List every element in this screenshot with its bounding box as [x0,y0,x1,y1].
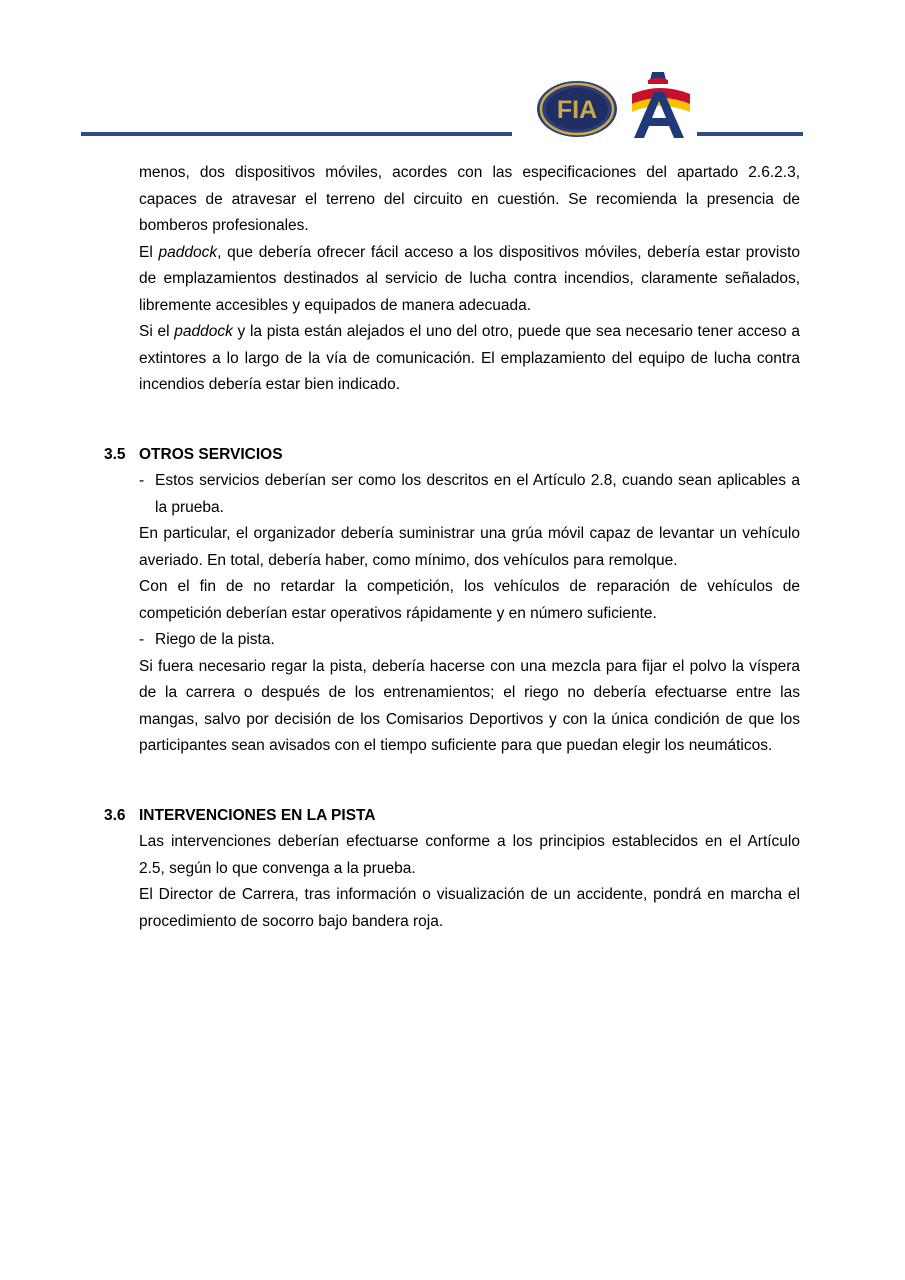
text-run: Si el [139,323,175,340]
paragraph-intro-1: menos, dos dispositivos móviles, acordes con las especificaciones del apartado 2.6.2.3, capaces de atravesar el terreno del circuito en cuestión. Se recomienda la presencia de bomberos profesionales. [139,164,800,234]
bullet-text: Estos servicios deberían ser como los descritos en el Artículo 2.8, cuando sean aplicables a la prueba. [155,472,800,516]
paragraph: El Director de Carrera, tras información o visualización de un accidente, pondrá en marcha el procedimiento de socorro bajo bandera roja. [139,886,800,930]
bullet-text: Riego de la pista. [155,631,275,648]
section-heading-3-6 [104,803,800,830]
section-number: 3.6 [104,806,126,824]
svg-text:FIA: FIA [556,96,598,124]
header-rule-left [81,132,512,136]
emphasis-paddock: paddock [174,323,233,340]
fia-logo-icon [536,80,618,138]
bullet-item [139,468,800,521]
section-heading-3-5 [104,442,800,469]
document-body [0,160,905,935]
emphasis-paddock: paddock [158,243,218,261]
text-run: y la pista están alejados el uno del otro, puede que sea necesario tener acceso a extintores a lo largo de la vía de comunicación. El emplazamiento del equipo de lucha contra incendios debería estar bien indicado. [139,323,800,393]
paragraph: Las intervenciones deberían efectuarse conforme a los principios establecidos en el Artículo 2.5, según lo que convenga a la prueba. [139,833,800,877]
rfeda-logo-icon [626,70,692,140]
paragraph-intro-3 [139,319,800,399]
paragraph: Si fuera necesario regar la pista, debería hacerse con una mezcla para fijar el polvo la víspera de la carrera o después de los entrenamientos; el riego no debería efectuarse entre las mangas, salvo por decisión de los Comisarios Deportivos y con la única condición de que los participantes sean avisados con el tiempo suficiente para que puedan elegir los neumáticos. [139,657,800,754]
paragraph: Con el fin de no retardar la competición, los vehículos de reparación de vehículos de competición deberían estar operativos rápidamente y en número suficiente. [139,578,800,622]
header-rule-right [697,132,803,136]
section-title: INTERVENCIONES EN LA PISTA [139,806,376,824]
page-header [0,0,905,150]
bullet-item [139,627,800,654]
text-run: , que debería ofrecer fácil acceso a los dispositivos móviles, debería estar provisto de emplazamientos destinados al servicio de lucha contra incendios, claramente señalados, libremente accesibles y equipados de manera adecuada. [139,243,800,314]
section-title: OTROS SERVICIOS [139,445,283,463]
bullet-dash: - [139,472,145,489]
paragraph: En particular, el organizador debería suministrar una grúa móvil capaz de levantar un vehículo averiado. En total, debería haber, como mínimo, dos vehículos para remolque. [139,525,800,569]
section-number: 3.5 [104,445,126,463]
paragraph-intro-2 [139,240,800,320]
bullet-dash: - [139,631,145,648]
text-run: El [139,243,159,261]
